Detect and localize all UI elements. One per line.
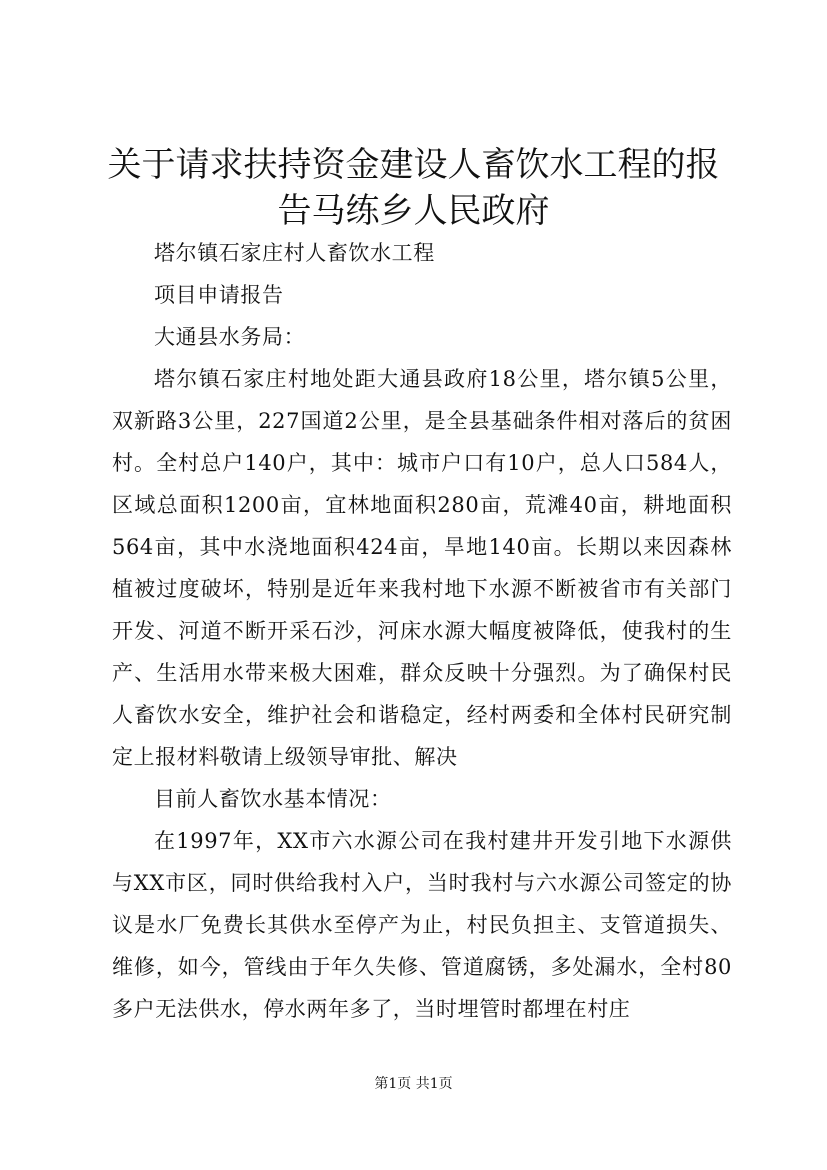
body-paragraph: 大通县水务局：	[154, 325, 306, 349]
page-footer: 第1页 共1页	[374, 1076, 453, 1092]
body-paragraph: 塔尔镇石家庄村地处距大通县政府18公里，塔尔镇5公里，双新路3公里，227国道2公里，是全县基础条件相对落后的贫困村。全村总户140户，其中：城市户口有10户，总人口584人，区域总面积1200亩，宜林地面积280亩，荒滩40亩，耕地面积564亩，其中水浇地面积424亩，旱地140亩。长期以来因森林植被过度破坏，特别是近年来我村地下水源不断被省市有关部门开发、河道不断开采石沙，河床水源大幅度被降低，使我村的生产、生活用水带来极大困难，群众反映十分强烈。为了确保村民人畜饮水安全，维护社会和谐稳定，经村两委和全体村民研究制定上报材料敬请上级领导审批、解决	[112, 367, 732, 769]
body-paragraph: 项目申请报告	[154, 283, 284, 307]
document-body	[112, 232, 732, 1030]
body-paragraph: 在1997年，XX市六水源公司在我村建井开发引地下水源供与XX市区，同时供给我村入户，当时我村与六水源公司签定的协议是水厂免费长其供水至停产为止，村民负担主、支管道损失、维修，如今，管线由于年久失修、管道腐锈，多处漏水，全村80多户无法供水，停水两年多了，当时埋管时都埋在村庄	[112, 829, 732, 1021]
body-paragraph: 目前人畜饮水基本情况：	[154, 787, 392, 811]
document-title: 关于请求扶持资金建设人畜饮水工程的报告马练乡人民政府	[107, 145, 720, 231]
body-paragraph: 塔尔镇石家庄村人畜饮水工程	[154, 241, 435, 265]
